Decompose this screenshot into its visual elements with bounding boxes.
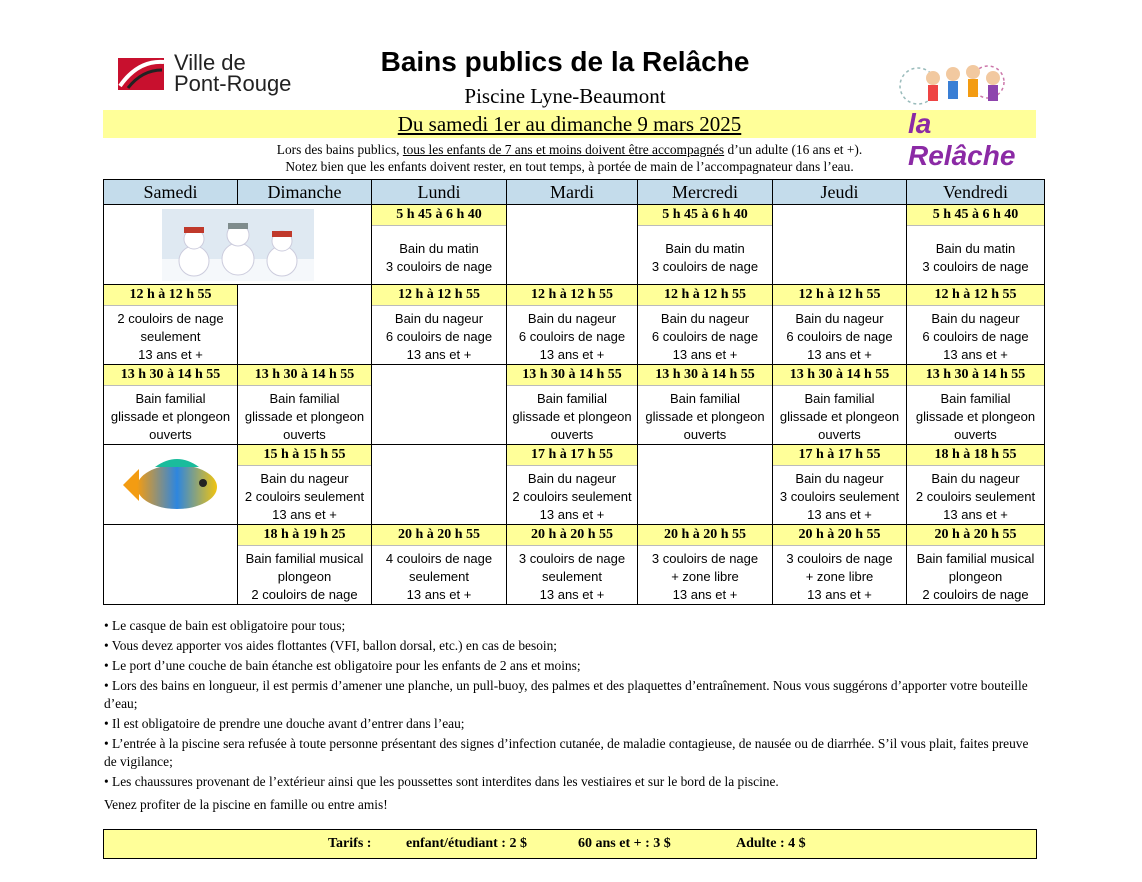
session-line: 13 ans et + bbox=[672, 347, 738, 362]
session-line: Bain du nageur bbox=[931, 311, 1020, 326]
supervision-notice bbox=[103, 141, 1036, 175]
session-line: glissade et plongeon bbox=[779, 409, 900, 424]
session-line: glissade et plongeon bbox=[244, 409, 365, 424]
schedule-cell bbox=[638, 205, 773, 285]
schedule-cell bbox=[238, 445, 372, 525]
schedule-cell bbox=[372, 445, 507, 525]
session-line: Bain du nageur bbox=[260, 471, 349, 486]
day-header: Dimanche bbox=[238, 180, 372, 205]
session-description bbox=[507, 466, 637, 524]
session-time: 12 h à 12 h 55 bbox=[372, 285, 506, 306]
session-line: plongeon bbox=[277, 569, 332, 584]
schedule-cell bbox=[907, 285, 1045, 365]
schedule-cell bbox=[238, 285, 372, 365]
session-line: Bain familial bbox=[269, 391, 340, 406]
session-line: 13 ans et + bbox=[943, 507, 1008, 522]
session-line: 13 ans et + bbox=[807, 587, 872, 602]
session-line: + zone libre bbox=[671, 569, 739, 584]
session-description bbox=[638, 226, 772, 276]
session-time: 20 h à 20 h 55 bbox=[773, 525, 906, 546]
schedule-cell bbox=[507, 445, 638, 525]
session-line: ouverts bbox=[283, 427, 326, 442]
session-time: 5 h 45 à 6 h 40 bbox=[638, 205, 772, 226]
session-line: Bain familial bbox=[669, 391, 741, 406]
session-line: 2 couloirs de nage bbox=[251, 587, 358, 602]
schedule-cell bbox=[907, 525, 1045, 605]
session-description bbox=[638, 386, 772, 444]
session-line: Bain familial bbox=[135, 391, 206, 406]
session-line: 3 couloirs de nage bbox=[385, 259, 493, 274]
notice-underlined: tous les enfants de 7 ans et moins doivent être accompagnés bbox=[402, 142, 725, 157]
session-description bbox=[638, 546, 772, 604]
relache-logo bbox=[888, 56, 1038, 171]
session-line: 3 couloirs de nage bbox=[651, 551, 759, 566]
closing-message: Venez profiter de la piscine en famille ou entre amis! bbox=[104, 797, 388, 812]
day-header: Lundi bbox=[372, 180, 507, 205]
session-description bbox=[907, 386, 1044, 444]
session-line: ouverts bbox=[954, 427, 997, 442]
tarifs-bar bbox=[103, 829, 1037, 859]
session-line: 13 ans et + bbox=[539, 507, 605, 522]
session-line: glissade et plongeon bbox=[110, 409, 231, 424]
day-header: Jeudi bbox=[773, 180, 907, 205]
session-line: 13 ans et + bbox=[272, 507, 337, 522]
schedule-row bbox=[104, 445, 1045, 525]
session-line: 13 ans et + bbox=[943, 347, 1008, 362]
session-time: 20 h à 20 h 55 bbox=[907, 525, 1044, 546]
day-header: Samedi bbox=[104, 180, 238, 205]
rule-item: • Les chaussures provenant de l’extérieur ainsi que les poussettes sont interdites dans les vestiaires et sur le bord de la piscine. bbox=[104, 774, 779, 789]
tarif-enfant: enfant/étudiant : 2 $ bbox=[406, 836, 527, 851]
session-time: 13 h 30 à 14 h 55 bbox=[773, 365, 906, 386]
tarif-aine: 60 ans et + : 3 $ bbox=[578, 836, 671, 851]
logo-line-2: Pont-Rouge bbox=[174, 71, 292, 96]
session-time: 12 h à 12 h 55 bbox=[638, 285, 772, 306]
session-line: 3 couloirs de nage bbox=[651, 259, 759, 274]
session-description bbox=[104, 386, 237, 444]
session-time: 13 h 30 à 14 h 55 bbox=[238, 365, 371, 386]
session-line: 3 couloirs de nage bbox=[922, 259, 1029, 274]
session-line: seulement bbox=[140, 329, 201, 344]
notice-line-2: Notez bien que les enfants doivent rester, en tout temps, à portée de main de l’accompagnateur dans l’eau. bbox=[285, 159, 854, 174]
schedule-cell bbox=[638, 445, 773, 525]
session-time: 20 h à 20 h 55 bbox=[507, 525, 637, 546]
tarif-adulte: Adulte : 4 $ bbox=[736, 836, 806, 851]
session-description bbox=[507, 546, 637, 604]
session-description bbox=[507, 386, 637, 444]
session-line: 3 couloirs de nage bbox=[786, 551, 893, 566]
schedule-cell bbox=[104, 525, 238, 605]
session-description bbox=[372, 306, 506, 364]
rule-item: • L’entrée à la piscine sera refusée à toute personne présentant des signes d’infection cutanée, de maladie contagieuse, de nausée ou de diarrhée. S’il vous plait, faites preuve de vigilance; bbox=[104, 736, 1029, 769]
session-description bbox=[507, 306, 637, 364]
session-line: seulement bbox=[409, 569, 469, 584]
session-time: 18 h à 18 h 55 bbox=[907, 445, 1044, 466]
session-line: 6 couloirs de nage bbox=[922, 329, 1029, 344]
schedule-row bbox=[104, 285, 1045, 365]
notice-line-1: Lors des bains publics, tous les enfants de 7 ans et moins doivent être accompagnés d’un adulte (16 ans et +). bbox=[276, 142, 863, 157]
session-line: ouverts bbox=[818, 427, 861, 442]
day-header-row bbox=[104, 180, 1045, 205]
page-subtitle: Piscine Lyne-Beaumont bbox=[464, 84, 666, 108]
session-line: ouverts bbox=[683, 427, 727, 442]
session-line: 13 ans et + bbox=[406, 347, 472, 362]
session-line: 13 ans et + bbox=[807, 347, 872, 362]
session-line: 2 couloirs seulement bbox=[512, 489, 632, 504]
schedule-cell bbox=[773, 365, 907, 445]
schedule-row bbox=[104, 205, 1045, 285]
schedule-row bbox=[104, 525, 1045, 605]
session-line: glissade et plongeon bbox=[915, 409, 1036, 424]
session-line: Bain du nageur bbox=[660, 311, 750, 326]
session-line: 13 ans et + bbox=[406, 587, 472, 602]
schedule-cell bbox=[372, 205, 507, 285]
session-time: 20 h à 20 h 55 bbox=[638, 525, 772, 546]
session-line: Bain du nageur bbox=[527, 471, 617, 486]
session-line: 13 ans et + bbox=[539, 587, 605, 602]
session-time: 15 h à 15 h 55 bbox=[238, 445, 371, 466]
session-line: glissade et plongeon bbox=[512, 409, 632, 424]
session-time: 12 h à 12 h 55 bbox=[104, 285, 237, 306]
session-description bbox=[238, 386, 371, 444]
session-description bbox=[372, 546, 506, 604]
schedule-cell bbox=[638, 285, 773, 365]
session-time: 5 h 45 à 6 h 40 bbox=[907, 205, 1044, 226]
session-description bbox=[638, 306, 772, 364]
session-line: 13 ans et + bbox=[672, 587, 738, 602]
schedule-cell bbox=[638, 365, 773, 445]
schedule-cell bbox=[773, 445, 907, 525]
session-line: 4 couloirs de nage bbox=[385, 551, 493, 566]
rule-item: • Le port d’une couche de bain étanche est obligatoire pour les enfants de 2 ans et moins; bbox=[104, 658, 581, 673]
session-line: Bain du matin bbox=[935, 241, 1016, 256]
children-illustration-icon bbox=[888, 56, 1038, 116]
session-description bbox=[773, 306, 906, 364]
session-line: 3 couloirs de nage bbox=[518, 551, 626, 566]
schedule-cell bbox=[104, 445, 238, 525]
session-line: 2 couloirs seulement bbox=[244, 489, 365, 504]
session-line: Bain familial bbox=[536, 391, 608, 406]
schedule-cell bbox=[104, 205, 372, 285]
session-line: Bain du nageur bbox=[527, 311, 617, 326]
session-description bbox=[773, 466, 906, 524]
session-time: 13 h 30 à 14 h 55 bbox=[507, 365, 637, 386]
schedule-cell bbox=[238, 365, 372, 445]
schedule-cell bbox=[773, 525, 907, 605]
rules-list bbox=[104, 617, 1034, 816]
schedule-cell bbox=[638, 525, 773, 605]
session-line: Bain familial bbox=[804, 391, 875, 406]
session-line: plongeon bbox=[948, 569, 1003, 584]
schedule-cell bbox=[773, 285, 907, 365]
relache-logo-text: la Relâche bbox=[908, 108, 1016, 171]
session-time: 17 h à 17 h 55 bbox=[507, 445, 637, 466]
session-line: seulement bbox=[542, 569, 602, 584]
ville-pont-rouge-logo bbox=[118, 52, 298, 102]
rule-item: • Le casque de bain est obligatoire pour tous; bbox=[104, 618, 346, 633]
pont-rouge-emblem-icon bbox=[118, 56, 168, 92]
session-line: 13 ans et + bbox=[539, 347, 605, 362]
session-line: ouverts bbox=[149, 427, 192, 442]
session-description bbox=[238, 466, 371, 524]
session-line: 2 couloirs de nage bbox=[117, 311, 224, 326]
session-time: 5 h 45 à 6 h 40 bbox=[372, 205, 506, 226]
logo-line-1: Ville de bbox=[174, 50, 246, 75]
session-description bbox=[907, 546, 1044, 604]
session-description bbox=[104, 306, 237, 364]
day-header: Vendredi bbox=[907, 180, 1045, 205]
session-line: 13 ans et + bbox=[138, 347, 203, 362]
session-line: 6 couloirs de nage bbox=[518, 329, 626, 344]
schedule-table bbox=[103, 179, 1045, 605]
date-range: Du samedi 1er au dimanche 9 mars 2025 bbox=[397, 112, 742, 136]
snowmen-image bbox=[162, 209, 314, 281]
session-time: 13 h 30 à 14 h 55 bbox=[907, 365, 1044, 386]
session-line: 6 couloirs de nage bbox=[385, 329, 493, 344]
session-description bbox=[907, 306, 1044, 364]
schedule-cell bbox=[104, 285, 238, 365]
schedule-cell bbox=[372, 525, 507, 605]
session-line: 2 couloirs seulement bbox=[915, 489, 1036, 504]
session-line: Bain familial musical bbox=[916, 551, 1035, 566]
session-line: ouverts bbox=[550, 427, 594, 442]
session-description bbox=[907, 466, 1044, 524]
rule-item: • Vous devez apporter vos aides flottantes (VFI, ballon dorsal, etc.) en cas de besoin; bbox=[104, 638, 558, 653]
session-line: Bain familial bbox=[940, 391, 1011, 406]
schedule-cell bbox=[907, 365, 1045, 445]
rule-item: • Il est obligatoire de prendre une douche avant d’entrer dans l’eau; bbox=[104, 716, 465, 731]
session-description bbox=[372, 226, 506, 276]
schedule-cell bbox=[507, 525, 638, 605]
session-time: 20 h à 20 h 55 bbox=[372, 525, 506, 546]
session-time: 13 h 30 à 14 h 55 bbox=[104, 365, 237, 386]
schedule-row bbox=[104, 365, 1045, 445]
schedule-cell bbox=[907, 445, 1045, 525]
session-description bbox=[238, 546, 371, 604]
schedule-cell bbox=[773, 205, 907, 285]
page-title: Bains publics de la Relâche bbox=[380, 46, 750, 77]
schedule-cell bbox=[507, 365, 638, 445]
schedule-cell bbox=[907, 205, 1045, 285]
session-line: 13 ans et + bbox=[807, 507, 872, 522]
session-line: Bain du nageur bbox=[931, 471, 1020, 486]
session-time: 12 h à 12 h 55 bbox=[907, 285, 1044, 306]
session-description bbox=[773, 546, 906, 604]
day-header: Mercredi bbox=[638, 180, 773, 205]
session-time: 12 h à 12 h 55 bbox=[773, 285, 906, 306]
day-header: Mardi bbox=[507, 180, 638, 205]
session-line: Bain du nageur bbox=[394, 311, 484, 326]
session-line: Bain du matin bbox=[399, 241, 479, 256]
rule-item: • Lors des bains en longueur, il est permis d’amener une planche, un pull-buoy, des palmes et des plaquettes d’entraînement. Nous vous suggérons d’apporter votre bouteille d’eau; bbox=[104, 678, 1028, 711]
session-description bbox=[773, 386, 906, 444]
schedule-cell bbox=[104, 365, 238, 445]
schedule-cell bbox=[372, 365, 507, 445]
session-line: 6 couloirs de nage bbox=[786, 329, 893, 344]
schedule-cell bbox=[507, 285, 638, 365]
session-line: glissade et plongeon bbox=[645, 409, 765, 424]
session-time: 13 h 30 à 14 h 55 bbox=[638, 365, 772, 386]
schedule-cell bbox=[238, 525, 372, 605]
session-time: 18 h à 19 h 25 bbox=[238, 525, 371, 546]
session-line: Bain du nageur bbox=[795, 311, 884, 326]
tarifs-label: Tarifs : bbox=[328, 836, 372, 851]
session-line: 6 couloirs de nage bbox=[651, 329, 759, 344]
session-line: Bain du matin bbox=[665, 241, 745, 256]
fish-image bbox=[115, 449, 227, 521]
session-line: 2 couloirs de nage bbox=[922, 587, 1029, 602]
session-time: 12 h à 12 h 55 bbox=[507, 285, 637, 306]
session-line: + zone libre bbox=[805, 569, 874, 584]
session-description bbox=[907, 226, 1044, 276]
schedule-cell bbox=[507, 205, 638, 285]
session-line: 3 couloirs seulement bbox=[779, 489, 900, 504]
session-time: 17 h à 17 h 55 bbox=[773, 445, 906, 466]
session-line: Bain du nageur bbox=[795, 471, 884, 486]
schedule-cell bbox=[372, 285, 507, 365]
session-line: Bain familial musical bbox=[245, 551, 364, 566]
